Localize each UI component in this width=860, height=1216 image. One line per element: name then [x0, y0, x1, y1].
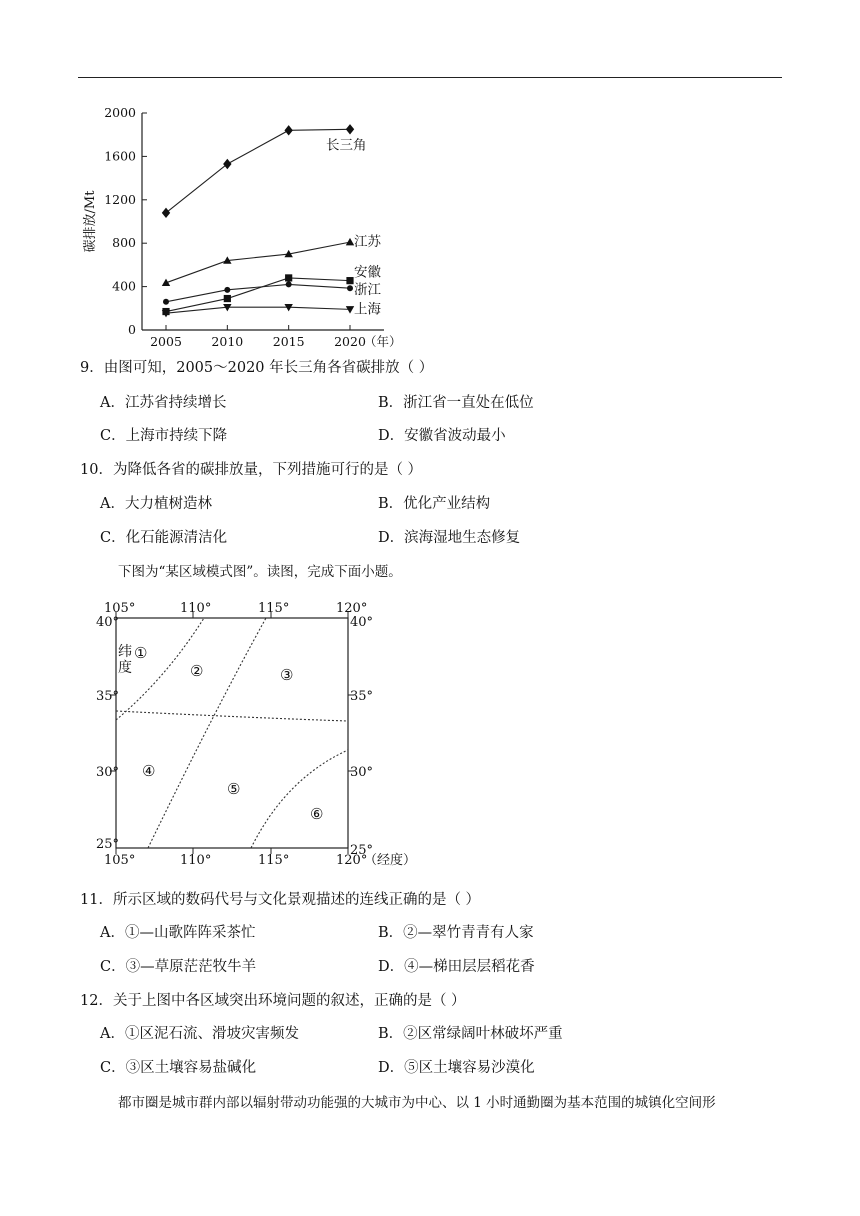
series-3-point-0	[163, 299, 169, 305]
question-9-stem: 9．由图可知，2005～2020 年长三角各省碳排放（ ）	[80, 360, 434, 376]
series-3-point-3	[347, 285, 353, 291]
y-tick-label: 1200	[104, 191, 136, 207]
region-label-6: ⑥	[310, 805, 324, 823]
q10-option-b[interactable]: B．优化产业结构	[378, 496, 491, 512]
series-3-point-1	[224, 287, 230, 293]
carbon-emission-chart	[80, 100, 440, 355]
boundary-north-south	[116, 711, 348, 721]
series-3-point-2	[286, 281, 292, 287]
series-line-0	[166, 129, 350, 213]
series-0-point-0	[162, 208, 170, 218]
question-11-stem: 11．所示区域的数码代号与文化景观描述的连线正确的是（ ）	[80, 892, 481, 908]
region-label-2: ②	[190, 662, 204, 680]
map-bottom-lon-105: 105°	[104, 853, 136, 868]
q12-option-d[interactable]: D．⑤区土壤容易沙漠化	[378, 1060, 535, 1076]
map-lat-axis-label-1: 纬	[118, 644, 132, 660]
x-tick-label: 2010	[211, 334, 244, 349]
series-line-2	[166, 278, 350, 312]
map-lat-axis-label-2: 度	[118, 660, 132, 676]
series-line-4	[166, 307, 350, 313]
q12-option-b[interactable]: B．②区常绿阔叶林破坏严重	[378, 1026, 563, 1042]
series-line-1	[166, 242, 350, 283]
y-axis-label: 碳排放/Mt	[83, 190, 98, 253]
header-rule	[78, 77, 782, 78]
q10-option-a[interactable]: A．大力植树造林	[100, 496, 212, 512]
x-axis-unit: （年）	[364, 334, 402, 349]
next-passage-intro: 都市圈是城市群内部以辐射带动功能强的大城市为中心、以 1 小时通勤圈为基本范围的城镇化空间形	[118, 1095, 716, 1111]
boundary-5-6	[251, 750, 348, 848]
q10-option-c[interactable]: C．化石能源清洁化	[100, 530, 228, 546]
map-lon-axis-label: （经度）	[364, 853, 417, 868]
map-right-lat-25: 25°	[350, 843, 374, 858]
map-bottom-lon-110: 110°	[180, 853, 212, 868]
regional-model-map	[96, 598, 436, 868]
map-right-lat-30: 30°	[350, 765, 374, 780]
q9-option-a[interactable]: A．江苏省持续增长	[100, 395, 227, 411]
x-tick-label: 2015	[272, 334, 305, 349]
question-12-stem: 12．关于上图中各区域突出环境问题的叙述，正确的是（ ）	[80, 993, 466, 1009]
series-0-point-3	[346, 124, 354, 134]
series-label-3: 浙江	[354, 282, 381, 299]
series-label-0: 长三角	[326, 137, 367, 154]
y-tick-label: 2000	[104, 105, 136, 120]
y-tick-label: 800	[112, 235, 136, 251]
q12-option-a[interactable]: A．①区泥石流、滑坡灾害频发	[100, 1026, 299, 1042]
region-label-1: ①	[134, 644, 148, 662]
boundary-2-3-4-5	[148, 618, 266, 848]
series-0-point-1	[223, 159, 231, 169]
q11-option-c[interactable]: C．③—草原茫茫牧牛羊	[100, 959, 257, 975]
series-4-point-3	[346, 306, 354, 313]
map-intro: 下图为“某区域模式图”。读图，完成下面小题。	[118, 564, 402, 580]
map-left-lat-25: 25°	[96, 837, 120, 852]
map-left-lat-35: 35°	[96, 689, 120, 704]
series-2-point-1	[224, 295, 231, 302]
map-right-lat-35: 35°	[350, 689, 374, 704]
x-tick-label: 2020	[334, 334, 366, 349]
q9-option-b[interactable]: B．浙江省一直处在低位	[378, 395, 534, 411]
q12-option-c[interactable]: C．③区土壤容易盐碱化	[100, 1060, 257, 1076]
series-label-4: 上海	[354, 301, 381, 318]
q9-option-c[interactable]: C．上海市持续下降	[100, 428, 228, 444]
q11-option-a[interactable]: A．①—山歌阵阵采茶忙	[100, 925, 256, 941]
map-left-lat-40: 40°	[96, 615, 120, 630]
series-1-point-3	[346, 238, 354, 245]
q10-option-d[interactable]: D．滨海湿地生态修复	[378, 530, 521, 546]
map-bottom-lon-120: 120°	[336, 853, 368, 868]
x-tick-label: 2005	[150, 334, 182, 349]
question-10-stem: 10．为降低各省的碳排放量，下列措施可行的是（ ）	[80, 462, 423, 478]
map-top-lon-110: 110°	[180, 601, 212, 616]
map-top-lon-115: 115°	[258, 601, 290, 616]
map-right-lat-40: 40°	[350, 615, 374, 630]
map-bottom-lon-115: 115°	[258, 853, 290, 868]
y-tick-label: 0	[128, 322, 136, 337]
q11-option-d[interactable]: D．④—梯田层层稻花香	[378, 959, 535, 975]
series-line-3	[166, 284, 350, 301]
series-0-point-2	[284, 125, 292, 135]
region-label-5: ⑤	[227, 780, 241, 798]
series-2-point-2	[285, 274, 292, 281]
series-label-1: 江苏	[354, 234, 381, 251]
series-2-point-3	[346, 277, 353, 284]
series-label-2: 安徽	[354, 264, 381, 281]
q9-option-d[interactable]: D．安徽省波动最小	[378, 428, 506, 444]
map-left-lat-30: 30°	[96, 765, 120, 780]
y-tick-label: 400	[112, 278, 136, 294]
map-top-lon-105: 105°	[104, 601, 136, 616]
map-top-lon-120: 120°	[336, 601, 368, 616]
q11-option-b[interactable]: B．②—翠竹青青有人家	[378, 925, 534, 941]
region-label-3: ③	[280, 666, 294, 684]
y-tick-label: 1600	[104, 148, 136, 164]
region-label-4: ④	[142, 762, 156, 780]
